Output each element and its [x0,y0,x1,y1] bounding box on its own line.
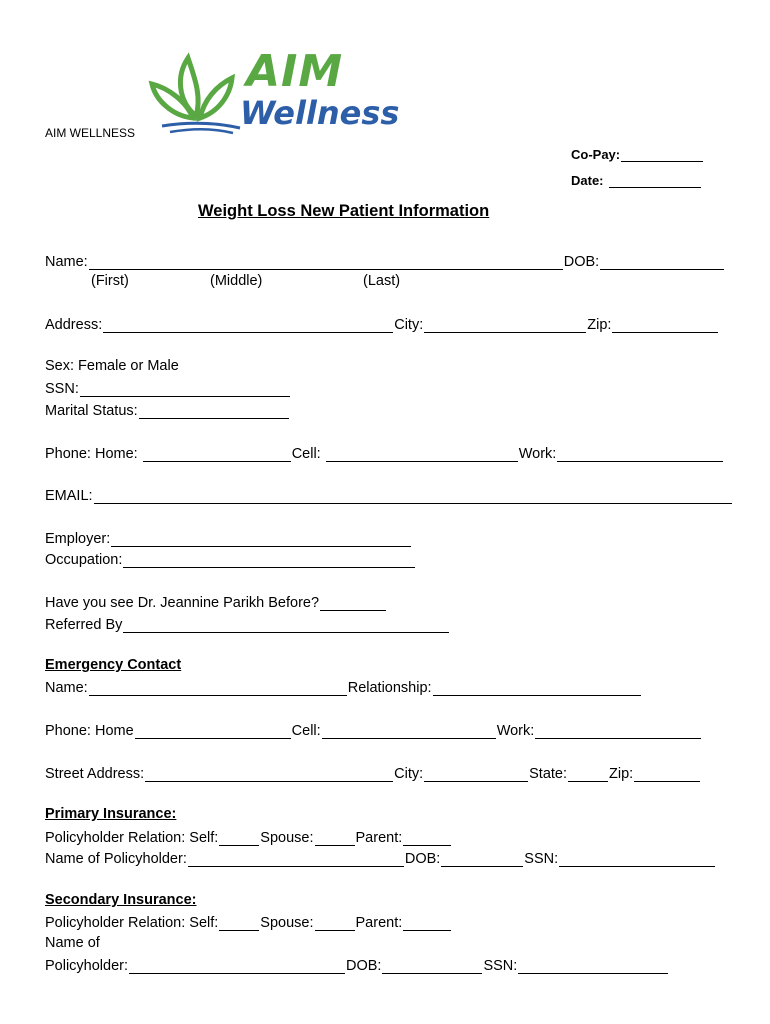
address-blank[interactable] [103,318,393,333]
employer-blank[interactable] [111,532,411,547]
referred-label: Referred By [45,617,123,633]
date-label: Date: [571,173,604,188]
emergency-work-blank[interactable] [535,724,701,739]
primary-spouse-blank[interactable] [315,831,355,846]
lotus-leaf-icon [148,46,248,136]
city-label: City: [394,317,424,333]
employer-label: Employer: [45,531,111,547]
phone-home-label: Phone: Home: [45,446,138,462]
name-label: Name: [45,254,88,270]
emergency-cell-label: Cell: [291,723,321,739]
name-row [45,252,725,270]
dob-label: DOB: [563,254,600,270]
aim-wellness-logo [148,46,408,138]
emergency-name-row [45,678,642,696]
email-row [45,486,733,504]
sex-label: Sex: Female or Male [45,358,179,374]
work-blank[interactable] [557,447,723,462]
email-blank[interactable] [94,489,732,504]
secondary-ssn-label: SSN: [483,958,518,974]
emergency-state-blank[interactable] [568,767,608,782]
city-blank[interactable] [424,318,586,333]
emergency-name-label: Name: [45,680,88,696]
occupation-row [45,550,416,568]
seen-before-label: Have you see Dr. Jeannine Parikh Before? [45,595,320,611]
logo-wellness-text: Wellness [240,94,400,132]
copay-field [571,147,704,162]
emergency-zip-blank[interactable] [634,767,700,782]
primary-parent-blank[interactable] [403,831,451,846]
relationship-label: Relationship: [347,680,432,696]
emergency-name-blank[interactable] [89,681,347,696]
secondary-parent-blank[interactable] [403,916,451,931]
primary-name-row [45,849,716,867]
primary-insurance-heading: Primary Insurance: [45,806,177,822]
seen-before-row [45,593,387,611]
relationship-blank[interactable] [433,681,641,696]
secondary-ssn-blank[interactable] [518,959,668,974]
copay-label: Co-Pay: [571,147,621,162]
secondary-spouse-blank[interactable] [315,916,355,931]
primary-relation-label: Policyholder Relation: Self: [45,830,219,846]
primary-parent-label: Parent: [355,830,403,846]
address-row [45,315,719,333]
date-blank[interactable] [609,173,701,188]
referred-blank[interactable] [123,618,449,633]
ssn-blank[interactable] [80,382,290,397]
emergency-zip-label: Zip: [609,766,634,782]
middle-label: (Middle) [210,273,263,289]
secondary-dob-blank[interactable] [382,959,482,974]
emergency-phone-home-label: Phone: Home [45,723,134,739]
primary-dob-label: DOB: [404,851,441,867]
address-label: Address: [45,317,103,333]
primary-ssn-blank[interactable] [559,852,715,867]
marital-label: Marital Status: [45,403,138,419]
name-blank[interactable] [89,255,563,270]
ssn-row [45,379,291,397]
cell-label: Cell: [291,446,321,462]
primary-dob-blank[interactable] [441,852,523,867]
emergency-city-label: City: [394,766,424,782]
street-address-label: Street Address: [45,766,145,782]
ssn-label: SSN: [45,381,79,397]
logo-aim-text: AIM [246,46,344,97]
email-label: EMAIL: [45,488,93,504]
secondary-insurance-heading: Secondary Insurance: [45,892,197,908]
secondary-policyholder-blank[interactable] [129,959,345,974]
emergency-phone-row [45,721,702,739]
work-label: Work: [518,446,557,462]
primary-spouse-label: Spouse: [260,830,314,846]
secondary-policyholder-label: Policyholder: [45,958,129,974]
secondary-relation-row [45,913,452,931]
last-label: (Last) [363,273,401,289]
primary-relation-row [45,828,452,846]
zip-label: Zip: [587,317,612,333]
secondary-dob-label: DOB: [346,958,382,974]
marital-row [45,401,290,419]
secondary-policyholder-row [45,956,669,974]
secondary-spouse-label: Spouse: [260,915,314,931]
emergency-phone-home-blank[interactable] [135,724,291,739]
employer-row [45,529,412,547]
first-label: (First) [91,273,129,289]
company-label: AIM WELLNESS [45,126,136,140]
primary-ssn-label: SSN: [524,851,559,867]
referred-row [45,615,450,633]
occupation-label: Occupation: [45,552,123,568]
street-address-blank[interactable] [145,767,393,782]
primary-name-blank[interactable] [188,852,404,867]
cell-blank[interactable] [326,447,518,462]
emergency-state-label: State: [529,766,568,782]
occupation-blank[interactable] [123,553,415,568]
emergency-cell-blank[interactable] [322,724,496,739]
emergency-heading: Emergency Contact [45,657,182,673]
secondary-self-blank[interactable] [219,916,259,931]
zip-blank[interactable] [612,318,718,333]
secondary-relation-label: Policyholder Relation: Self: [45,915,219,931]
phone-home-blank[interactable] [143,447,291,462]
primary-name-label: Name of Policyholder: [45,851,187,867]
emergency-work-label: Work: [496,723,535,739]
date-field [571,173,702,188]
seen-before-blank[interactable] [320,596,386,611]
copay-blank[interactable] [621,147,703,162]
emergency-city-blank[interactable] [424,767,528,782]
secondary-name-of-label: Name of [45,935,100,951]
marital-blank[interactable] [139,404,289,419]
phone-row [45,444,724,462]
form-title: Weight Loss New Patient Information [198,202,490,220]
emergency-street-row [45,764,701,782]
secondary-parent-label: Parent: [355,915,403,931]
dob-blank[interactable] [600,255,724,270]
primary-self-blank[interactable] [219,831,259,846]
